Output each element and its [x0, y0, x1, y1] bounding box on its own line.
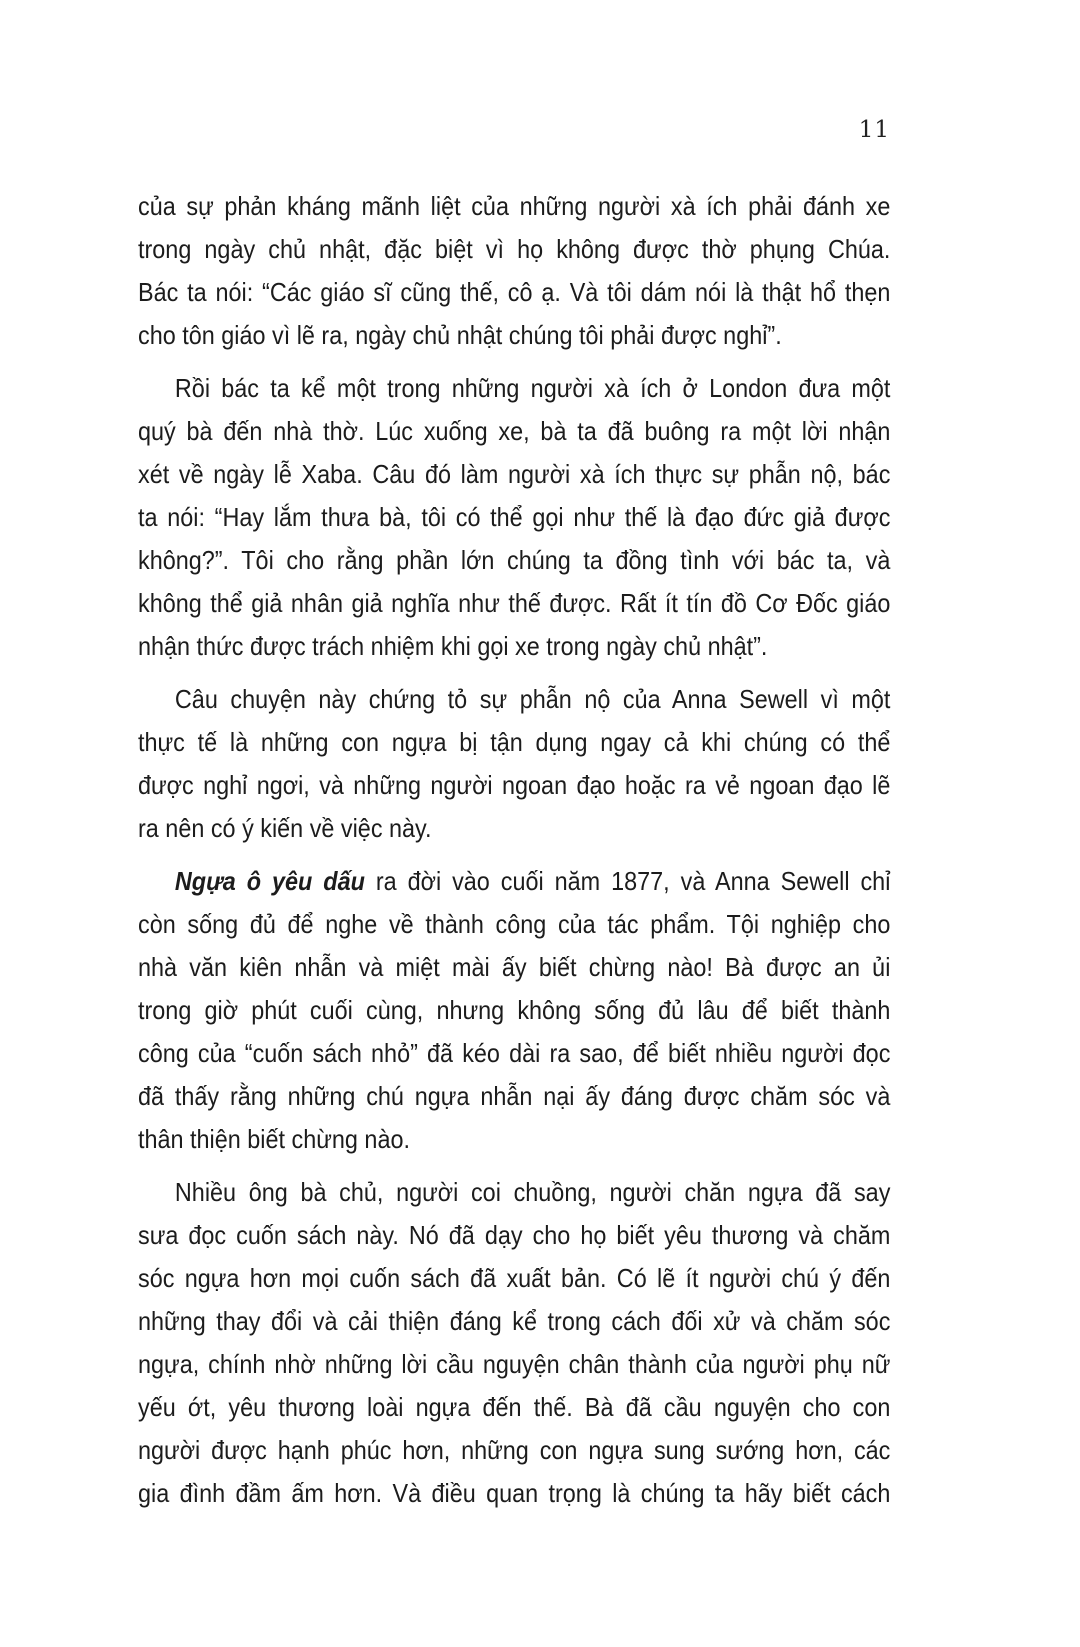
paragraph-4: [138, 860, 890, 1161]
text-line: của sự phản kháng mãnh liệt của những người xà ích phải đánh xe: [138, 191, 891, 221]
text-line: gia đình đầm ấm hơn. Và điều quan trọng là chúng ta hãy biết cách: [138, 1478, 891, 1508]
paragraph-1: [138, 185, 890, 357]
text-line: Nhiều ông bà chủ, người coi chuồng, người chăn ngựa đã say: [174, 1177, 891, 1207]
text-line: trong ngày chủ nhật, đặc biệt vì họ không được thờ phụng Chúa.: [138, 234, 891, 264]
text-line: Rồi bác ta kể một trong những người xà ích ở London đưa một: [174, 373, 891, 403]
text-line: đã thấy rằng những chú ngựa nhẫn nại ấy đáng được chăm sóc và: [138, 1081, 891, 1111]
paragraph-5: [138, 1171, 890, 1515]
paragraph-3: [138, 678, 890, 850]
text-line: thân thiện biết chừng nào.: [138, 1124, 410, 1154]
text-line: người được hạnh phúc hơn, những con ngựa sung sướng hơn, các: [138, 1435, 891, 1465]
text-line: không?”. Tôi cho rằng phần lớn chúng ta đồng tình với bác ta, và: [138, 545, 891, 575]
text-fragment: ra đời vào cuối năm 1877, và Anna Sewell chỉ: [364, 866, 891, 896]
text-line: ra nên có ý kiến về việc này.: [138, 813, 432, 843]
text-line: nhận thức được trách nhiệm khi gọi xe trong ngày chủ nhật”.: [138, 631, 768, 661]
text-line: ngựa, chính nhờ những lời cầu nguyện chân thành của người phụ nữ: [138, 1349, 891, 1379]
text-line: nhà văn kiên nhẫn và miệt mài ấy biết chừng nào! Bà được an ủi: [138, 952, 891, 982]
text-line: xét về ngày lễ Xaba. Câu đó làm người xà ích thực sự phẫn nộ, bác: [138, 459, 891, 489]
text-line: cho tôn giáo vì lẽ ra, ngày chủ nhật chúng tôi phải được nghỉ”.: [138, 320, 782, 350]
paragraph-2: [138, 367, 890, 668]
page-number: 11: [858, 117, 890, 143]
text-line: Câu chuyện này chứng tỏ sự phẫn nộ của Anna Sewell vì một: [174, 684, 891, 714]
book-title: Ngựa ô yêu dấu: [174, 866, 365, 896]
text-line: sóc ngựa hơn mọi cuốn sách đã xuất bản. Có lẽ ít người chú ý đến: [138, 1263, 891, 1293]
text-line: [138, 860, 890, 903]
text-line: những thay đổi và cải thiện đáng kể trong cách đối xử và chăm sóc: [138, 1306, 891, 1336]
text-line: ta nói: “Hay lắm thưa bà, tôi có thể gọi như thế là đạo đức giả được: [138, 502, 891, 532]
text-line: không thể giả nhân giả nghĩa như thế được. Rất ít tín đồ Cơ Đốc giáo: [138, 588, 891, 618]
text-line: công của “cuốn sách nhỏ” đã kéo dài ra sao, để biết nhiều người đọc: [138, 1038, 891, 1068]
text-line: sưa đọc cuốn sách này. Nó đã dạy cho họ biết yêu thương và chăm: [138, 1220, 891, 1250]
body-text: [138, 185, 890, 1525]
text-line: yếu ớt, yêu thương loài ngựa đến thế. Bà đã cầu nguyện cho con: [138, 1392, 891, 1422]
text-line: còn sống đủ để nghe về thành công của tác phẩm. Tội nghiệp cho: [138, 909, 891, 939]
text-line: được nghỉ ngơi, và những người ngoan đạo hoặc ra vẻ ngoan đạo lẽ: [138, 770, 891, 800]
text-line: Bác ta nói: “Các giáo sĩ cũng thế, cô ạ. Và tôi dám nói là thật hổ thẹn: [138, 277, 891, 307]
text-line: thực tế là những con ngựa bị tận dụng ngay cả khi chúng có thể: [138, 727, 891, 757]
text-line: trong giờ phút cuối cùng, nhưng không sống đủ lâu để biết thành: [138, 995, 891, 1025]
text-line: quý bà đến nhà thờ. Lúc xuống xe, bà ta đã buông ra một lời nhận: [138, 416, 891, 446]
